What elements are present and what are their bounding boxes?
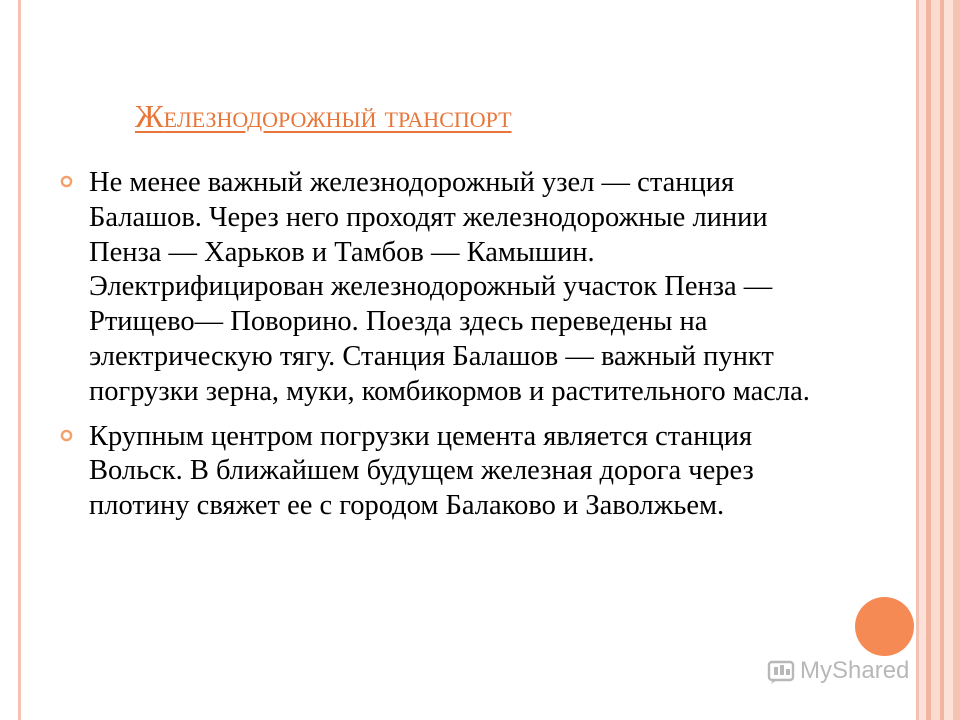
bullet-item (60, 420, 820, 524)
myshared-logo-icon (767, 658, 797, 684)
title-rest: елезнодорожный транспорт (163, 98, 512, 134)
decorative-stripes (919, 0, 960, 720)
myshared-watermark[interactable] (767, 657, 909, 685)
bullet-text: Не менее важный железнодорожный узел — станция Балашов. Через него проходят железнодорожные линии Пенза — Харьков и Тамбов — Камышин. Электрифицирован железнодорожный участок Пенза — Ртищево— Поворино. Поезда здесь переведены на электрическую тягу. Станция Балашов — важный пункт погрузки зерна, муки, комбикормов и растительного масла. (89, 167, 810, 407)
bullet-ring-icon (60, 429, 73, 442)
slide-title (135, 98, 512, 135)
slide-content (60, 166, 820, 534)
decorative-circle (855, 597, 914, 656)
bullet-ring-icon (60, 175, 73, 188)
bullet-text: Крупным центром погрузки цемента является станция Вольск. В ближайшем будущем железная дорога через плотину свяжет ее с городом Балаково и Заволжьем. (89, 420, 754, 522)
watermark-text: MyShared (800, 657, 910, 684)
bullet-item (60, 166, 820, 410)
title-first-letter: Ж (135, 98, 164, 134)
